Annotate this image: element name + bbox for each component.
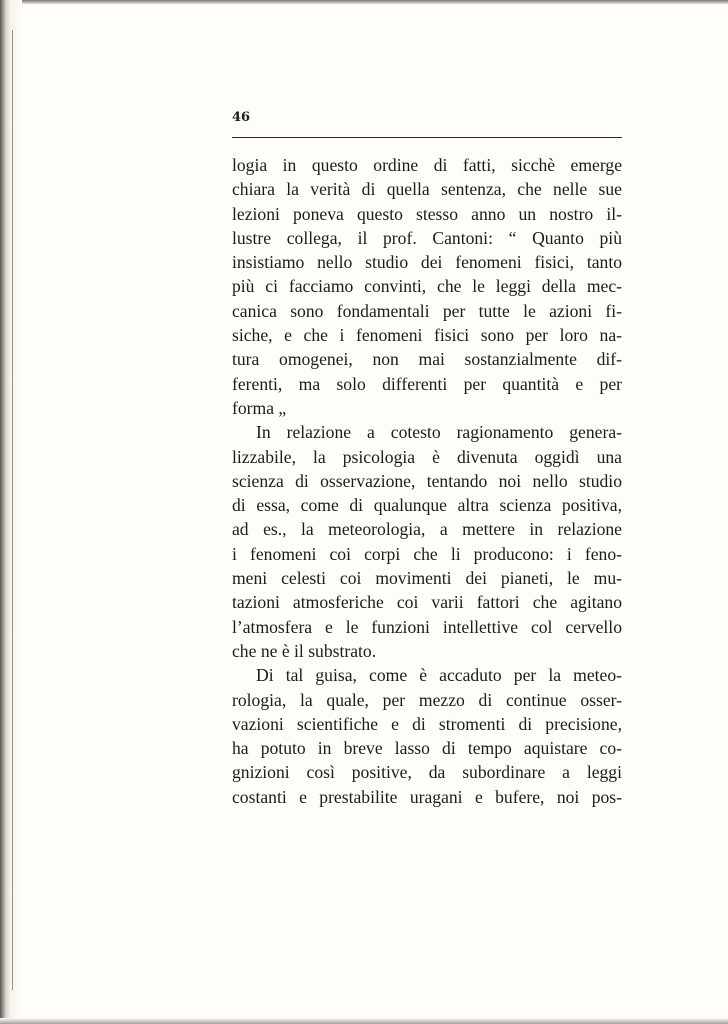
text-line: costanti e prestabilite uragani e bufere, noi pos-: [232, 786, 622, 807]
text-line: che ne è il substrato.: [232, 640, 377, 661]
page-number: 46: [232, 110, 251, 125]
text-line: scienza di osservazione, tentando noi nello studio: [232, 470, 622, 491]
text-line: vazioni scientifiche e di stromenti di precisione,: [232, 713, 622, 734]
header-rule: [232, 137, 622, 138]
text-line: rologia, la quale, per mezzo di continue osser-: [232, 689, 622, 710]
text-line: l’atmosfera e le funzioni intellettive col cervello: [232, 616, 622, 637]
text-line: insistiamo nello studio dei fenomeni fisici, tanto: [232, 252, 622, 273]
text-line: meni celesti coi movimenti dei pianeti, le mu-: [232, 568, 622, 589]
text-line: tura omogenei, non mai sostanzialmente dif-: [232, 349, 622, 370]
text-line: forma „: [232, 397, 287, 418]
text-line: In relazione a cotesto ragionamento genera-: [256, 422, 622, 443]
text-line: lustre collega, il prof. Cantoni: “ Quanto più: [232, 227, 622, 248]
body-text: [232, 153, 622, 809]
page-top-edge: [0, 0, 728, 4]
text-line: più ci facciamo convinti, che le leggi della mec-: [232, 276, 622, 297]
binding-edge: [0, 0, 22, 1024]
text-line: ha potuto in breve lasso di tempo aquistare co-: [232, 738, 622, 759]
text-line: siche, e che i fenomeni fisici sono per loro na-: [232, 325, 622, 346]
text-line: di essa, come di qualunque altra scienza positiva,: [232, 495, 622, 516]
text-line: ferenti, ma solo differenti per quantità e per: [232, 373, 622, 394]
text-line: lezioni poneva questo stesso anno un nostro il-: [232, 203, 622, 224]
text-line: canica sono fondamentali per tutte le azioni fi-: [232, 300, 622, 321]
text-line: i fenomeni coi corpi che li producono: i feno-: [232, 543, 622, 564]
binding-line: [12, 30, 13, 990]
text-line: chiara la verità di quella sentenza, che nelle sue: [232, 179, 622, 200]
page-bottom-edge: [0, 1018, 728, 1024]
text-line: lizzabile, la psicologia è divenuta oggidì una: [232, 446, 622, 467]
text-line: ad es., la meteorologia, a mettere in relazione: [232, 519, 622, 540]
text-line: logia in questo ordine di fatti, sicchè emerge: [232, 155, 622, 175]
text-line: gnizioni così positive, da subordinare a leggi: [232, 762, 622, 783]
text-line: Di tal guisa, come è accaduto per la meteo-: [256, 665, 622, 686]
text-line: tazioni atmosferiche coi varii fattori che agitano: [232, 592, 622, 613]
